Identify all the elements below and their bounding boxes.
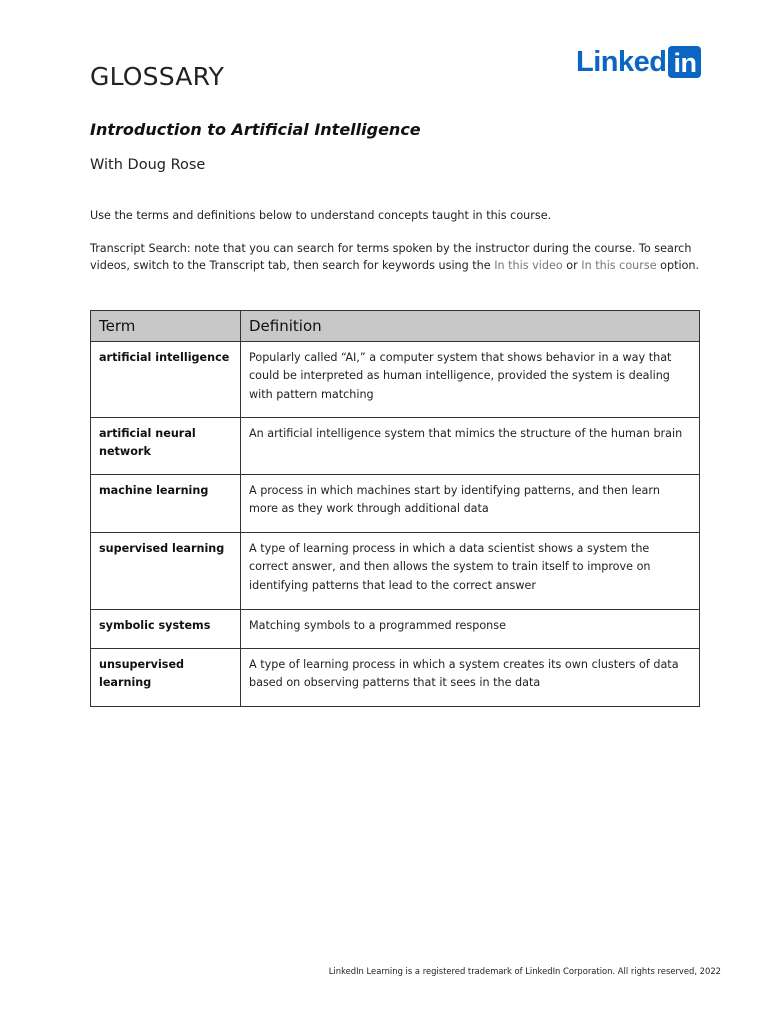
- table-row: [91, 533, 700, 610]
- transcript-text-before: Transcript Search: note that you can search for terms spoken by the instructor during the course. To search videos, switch to the Transcript tab, then search for keywords using the: [90, 242, 692, 272]
- intro-text: Use the terms and definitions below to understand concepts taught in this course.: [90, 209, 552, 222]
- instructor-name: With Doug Rose: [90, 157, 206, 173]
- transcript-search-note: [90, 240, 710, 274]
- linkedin-logo: [576, 44, 701, 80]
- table-header-row: [91, 311, 700, 342]
- term-cell: supervised learning: [91, 533, 241, 610]
- definition-cell: A type of learning process in which a data scientist shows a system the correct answer, and then allows the system to train itself to improve on identifying patterns that lead to the correct answer: [241, 533, 700, 610]
- in-this-video-option: In this video: [494, 259, 563, 272]
- definition-cell: Matching symbols to a programmed response: [241, 610, 700, 649]
- definition-cell: Popularly called “AI,” a computer system that shows behavior in a way that could be interpreted as human intelligence, provided the system is dealing with pattern matching: [241, 342, 700, 418]
- table-row: [91, 342, 700, 418]
- definition-cell: A process in which machines start by identifying patterns, and then learn more as they work through additional data: [241, 475, 700, 533]
- term-cell: unsupervised learning: [91, 649, 241, 707]
- footer-trademark: LinkedIn Learning is a registered trademark of LinkedIn Corporation. All rights reserved, 2022: [328, 966, 721, 976]
- table-row: [91, 649, 700, 707]
- table-row: [91, 475, 700, 533]
- logo-in-box: in: [668, 46, 701, 78]
- definition-column-header: Definition: [241, 311, 700, 342]
- table-row: [91, 418, 700, 475]
- term-cell: artificial intelligence: [91, 342, 241, 418]
- term-column-header: Term: [91, 311, 241, 342]
- term-cell: symbolic systems: [91, 610, 241, 649]
- term-cell: machine learning: [91, 475, 241, 533]
- logo-wordmark: Linked: [576, 46, 667, 78]
- table-row: [91, 610, 700, 649]
- definition-cell: An artificial intelligence system that mimics the structure of the human brain: [241, 418, 700, 475]
- transcript-text-after: option.: [656, 259, 700, 272]
- transcript-text-or: or: [562, 259, 582, 272]
- page-title: GLOSSARY: [90, 62, 225, 91]
- definition-cell: A type of learning process in which a system creates its own clusters of data based on observing patterns that it sees in the data: [241, 649, 700, 707]
- glossary-table: [90, 310, 700, 707]
- term-cell: artificial neural network: [91, 418, 241, 475]
- course-title: Introduction to Artificial Intelligence: [90, 120, 421, 139]
- in-this-course-option: In this course: [581, 259, 657, 272]
